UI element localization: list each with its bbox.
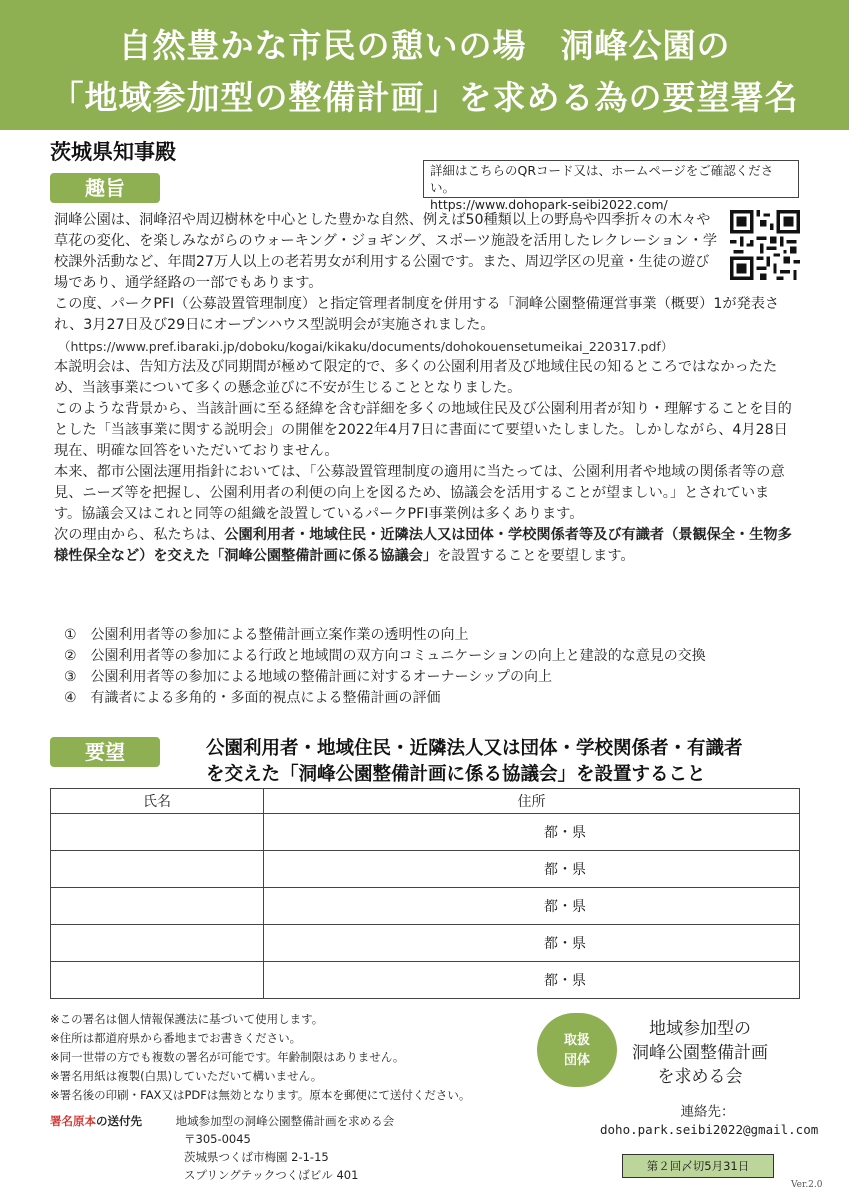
paragraph-4: このような背景から、当該計画に至る経緯を含む詳細を多くの地域住民及び公園利用者が知り・理解することを目的とした「当該事業に関する説明会」の開催を2022年4月7日に書面にて要望いたしました。しかしながら、4月28日現在、明確な回答をいただいておりません。 <box>54 401 792 459</box>
note-item: ※署名用紙は複製(白黒)していただいて構いません。 <box>50 1069 323 1083</box>
paragraph-5: 本来、都市公園法運用指針においては、「公募設置管理制度の適用に当たっては、公園利用者や地域の関係者等の意見、ニーズ等を把握し、公園利用者の利便の向上を図るため、協議会を活用することが望ましい。」とされています。協議会又はこれと同等の組織を設置しているパークPFI事業例は多くあります。 <box>54 464 785 522</box>
reason-list <box>64 625 706 709</box>
table-row <box>51 814 800 851</box>
qr-note-box <box>423 160 799 212</box>
handling-org-badge <box>537 1013 617 1087</box>
notes-list <box>50 1010 470 1105</box>
badge-line-2: 団体 <box>563 1053 590 1068</box>
send-to-block <box>50 1112 394 1184</box>
note-item: ※住所は都道府県から番地までお書きください。 <box>50 1031 302 1045</box>
paragraph-1: 洞峰公園は、洞峰沼や周辺樹林を中心とした豊かな自然、例えば50種類以上の野鳥や四季折々の木々や草花の変化、を楽しみながらのウォーキング・ジョギング、スポーツ施設を活用したレクレーション・学校課外活動など、年間27万人以上の老若男女が利用する公園です。また、周辺学区の児童・生徒の遊び場であり、通学経路の一部でもあります。 <box>54 212 718 291</box>
reason-bold: 公園利用者・地域住民・近隣法人又は団体・学校関係者等及び有識者（景観保全・生物多様性保全など）を交えた「洞峰公園整備計画に係る協議会」 <box>54 527 792 564</box>
org-line-3: を求める会 <box>657 1067 743 1087</box>
demand-text <box>206 736 743 788</box>
send-to-building: スプリングテックつくばビル 401 <box>184 1168 359 1182</box>
paragraph-3: 本説明会は、告知方法及び同期間が極めて限定的で、多くの公園利用者及び地域住民の知るところではなかったため、当該事業について多くの懸念並びに不安が生じることとなりました。 <box>54 359 778 396</box>
table-row <box>51 851 800 888</box>
reason-item: ③ 公園利用者等の参加による地域の整備計画に対するオーナーシップの向上 <box>64 669 552 685</box>
paragraph-reason <box>54 525 794 567</box>
note-item: ※この署名は個人情報保護法に基づいて使用します。 <box>50 1012 324 1026</box>
send-to-org: 地域参加型の洞峰公園整備計画を求める会 <box>175 1114 395 1128</box>
table-row <box>51 962 800 999</box>
reason-item: ④ 有識者による多角的・多面的視点による整備計画の評価 <box>64 690 441 706</box>
table-row <box>51 888 800 925</box>
paragraph-2: この度、パークPFI（公募設置管理制度）と指定管理者制度を併用する「洞峰公園整備運営事業（概要）1が発表され、3月27日及び29日にオープンハウス型説明会が実施されました。 <box>54 296 780 333</box>
name-field[interactable] <box>51 962 264 999</box>
reason-lead: 次の理由から、私たちは、 <box>54 527 225 543</box>
badge-line-1: 取扱 <box>563 1033 590 1048</box>
reference-url[interactable]: （https://www.pref.ibaraki.jp/doboku/kogai/kikaku/documents/dohokouensetumeikai_220317.pdf） <box>58 339 674 354</box>
title-line-1: 自然豊かな市民の憩いの場 洞峰公園の <box>118 26 731 65</box>
org-line-2: 洞峰公園整備計画 <box>632 1043 768 1063</box>
send-to-first-line <box>50 1112 394 1130</box>
address-field[interactable]: 都・県 <box>264 888 800 925</box>
address-field[interactable]: 都・県 <box>264 962 800 999</box>
name-field[interactable] <box>51 888 264 925</box>
send-to-label-red: 署名原本 <box>50 1114 96 1128</box>
address-field[interactable]: 都・県 <box>264 851 800 888</box>
address-field[interactable]: 都・県 <box>264 925 800 962</box>
signature-table <box>50 788 800 999</box>
version-label: Ver.2.0 <box>791 1180 823 1190</box>
name-field[interactable] <box>51 851 264 888</box>
name-field[interactable] <box>51 925 264 962</box>
qr-note-text: 詳細はこちらのQRコード又は、ホームページをご確認ください。 <box>430 163 774 195</box>
send-to-postal: 〒305-0045 <box>184 1132 251 1146</box>
deadline-badge: 第２回〆切5月31日 <box>622 1154 774 1178</box>
demand-line-1: 公園利用者・地域住民・近隣法人又は団体・学校関係者・有識者 <box>206 738 743 759</box>
reason-item: ② 公園利用者等の参加による行政と地域間の双方向コミュニケーションの向上と建設的な意見の交換 <box>64 648 706 664</box>
contact-label: 連絡先： <box>680 1104 735 1120</box>
purpose-label: 趣旨 <box>50 173 160 203</box>
contact-block <box>600 1104 819 1138</box>
contact-email[interactable]: doho.park.seibi2022@gmail.com <box>600 1122 819 1137</box>
name-field[interactable] <box>51 814 264 851</box>
send-to-label: の送付先 <box>96 1114 142 1128</box>
reason-item: ① 公園利用者等の参加による整備計画立案作業の透明性の向上 <box>64 627 469 643</box>
signature-header-row <box>51 789 800 814</box>
reason-tail: を設置することを要望します。 <box>437 548 635 564</box>
homepage-link[interactable]: https://www.dohopark-seibi2022.com/ <box>430 197 668 212</box>
send-to-address: 茨城県つくば市梅園 2-1-15 <box>184 1150 329 1164</box>
title-banner <box>0 0 849 130</box>
demand-label: 要望 <box>50 737 160 767</box>
organization-name <box>615 1017 785 1089</box>
note-item: ※署名後の印刷・FAX又はPDFは無効となります。原本を郵便にて送付ください。 <box>50 1088 471 1102</box>
name-column-header: 氏名 <box>51 789 264 814</box>
note-item: ※同一世帯の方でも複数の署名が可能です。年齢制限はありません。 <box>50 1050 405 1064</box>
org-line-1: 地域参加型の <box>649 1019 751 1039</box>
purpose-body <box>54 210 794 567</box>
address-field[interactable]: 都・県 <box>264 814 800 851</box>
addressee: 茨城県知事殿 <box>50 140 176 164</box>
address-column-header: 住所 <box>264 789 800 814</box>
title-line-2: 「地域参加型の整備計画」を求める為の要望署名 <box>50 78 799 117</box>
demand-line-2: を交えた「洞峰公園整備計画に係る協議会」を設置すること <box>206 764 706 785</box>
table-row <box>51 925 800 962</box>
